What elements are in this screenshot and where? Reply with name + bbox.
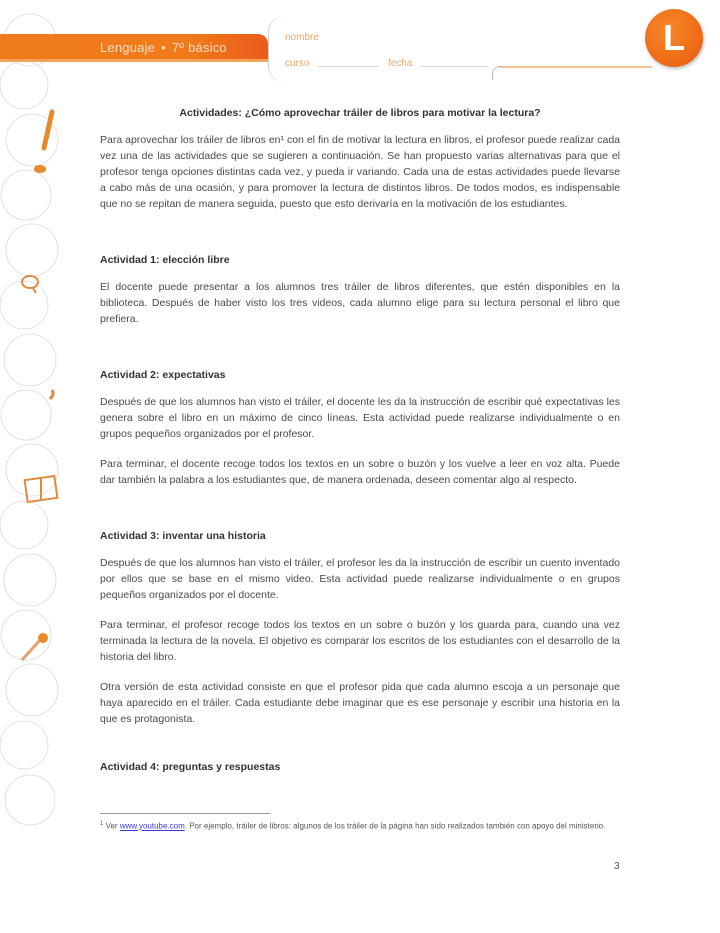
section-title-activity-2: Actividad 2: expectativas <box>100 369 226 381</box>
separator-dot: • <box>161 40 166 55</box>
footnote-prefix: Ver <box>105 821 118 831</box>
decorative-margin-illustration <box>0 0 62 933</box>
subject-logo-badge: L <box>645 9 703 67</box>
grade-label: 7º básico <box>171 40 227 55</box>
footnote <box>100 818 620 833</box>
activity-3-paragraph-3: Otra versión de esta actividad consiste en que el profesor pida que cada alumno escoja a un personaje que haya aparecido en el tráiler. Cada estudiante debe imaginar que es ese personaje y escribir una historia en la que es protagonista. <box>100 681 620 725</box>
intro-paragraph: Para aprovechar los tráiler de libros en¹ con el fin de motivar la lectura en libros, el profesor puede realizar cada vez una de las actividades que se sugieren a continuación. Se han propuesto varias alternativas para que el profesor tenga opciones distintas cada vez, y pueda ir variando. Cada una de estas actividades puede llevarse a cabo más de una ocasión, y para promover la lectura de distintos libros. De todos modos, es indispensable que no se repitan de manera seguida, puesto que esto derivaría en la motivación de los estudiantes. <box>100 134 620 210</box>
section-title-activity-1: Actividad 1: elección libre <box>100 254 230 266</box>
footnote-marker: 1 <box>100 821 104 827</box>
activity-1-paragraph: El docente puede presentar a los alumnos tres tráiler de libros diferentes, que estén disponibles en la biblioteca. Después de haber visto los tres videos, cada alumno elige para su lectura personal el libro que prefiera. <box>100 281 620 325</box>
page-header <box>0 0 720 95</box>
activity-2-paragraph-1: Después de que los alumnos han visto el tráiler, el docente les da la instrucción de escribir qué expectativas les genera sobre el libro en un máximo de cinco líneas. Esta actividad puede realizarse individualmente o en grupos pequeños organizados por el profesor. <box>100 396 620 440</box>
subject-name: Lenguaje <box>100 40 156 55</box>
brush-icon <box>22 633 48 660</box>
open-book-icon <box>25 476 58 502</box>
section-title-activity-4: Actividad 4: preguntas y respuestas <box>100 761 281 773</box>
name-field-label: nombre <box>285 32 319 43</box>
activity-3-paragraph-2: Para terminar, el profesor recoge todos los textos en un sobre o buzón y los guarda para, cuando una vez terminada la lectura de la novela. El objetivo es comparar los escritos de los estudiantes con el desarrollo de la historia del libro. <box>100 619 620 663</box>
speech-bubble-icon <box>22 276 38 293</box>
activity-2-paragraph-2: Para terminar, el docente recoge todos los textos en un sobre o buzón y los vuelve a leer en voz alta. Puede dar también la palabra a los estudiantes que, de manera ordenada, deseen comentar algo al respecto. <box>100 458 620 486</box>
date-field-label: fecha <box>388 58 413 69</box>
activity-3-paragraph-1: Después de que los alumnos han visto el tráiler, el profesor les da la instrucción de escribir un cuento inventado por ellos que se base en el mismo video. Esta actividad puede realizarse individualmente o en grupos pequeños organizados por el docente. <box>100 557 620 601</box>
footnote-separator <box>100 813 270 814</box>
page-number: 3 <box>614 861 620 872</box>
subject-grade-label <box>100 40 227 55</box>
document-body <box>100 107 620 773</box>
section-title-activity-3: Actividad 3: inventar una historia <box>100 530 266 542</box>
date-field-line[interactable] <box>420 66 488 67</box>
comma-mark-icon <box>50 390 53 399</box>
fields-bracket <box>268 16 284 82</box>
footnote-link[interactable]: www.youtube.com <box>119 821 185 831</box>
course-field-line[interactable] <box>318 66 378 67</box>
footnote-text: . Por ejemplo, tráiler de libros: algunos de los tráiler de la página han sido realizados también con apoyo del ministerio. <box>184 821 606 831</box>
line-hook-decoration <box>492 66 501 80</box>
document-title: Actividades: ¿Cómo aprovechar tráiler de libros para motivar la lectura? <box>179 107 541 119</box>
course-field-label: curso <box>285 58 310 69</box>
header-accent-line <box>500 66 652 68</box>
